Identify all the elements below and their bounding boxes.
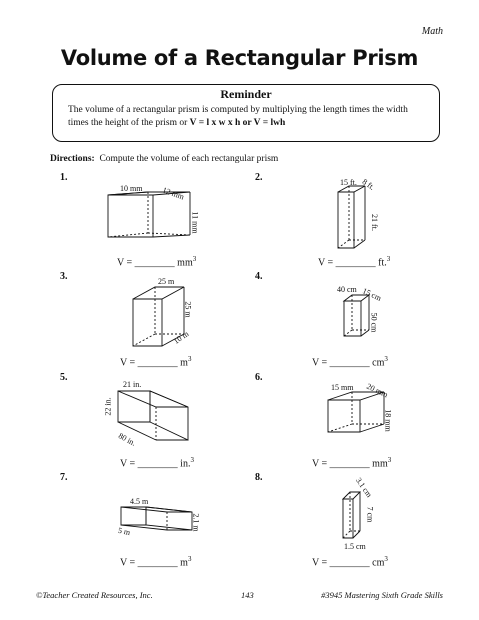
problem-1-exponent: 3	[192, 255, 197, 263]
problem-4-exponent: 3	[384, 355, 388, 363]
problem-3-label-length: 25 m	[158, 277, 175, 286]
directions-text: Compute the volume of each rectangular prism	[99, 154, 279, 164]
directions-label: Directions:	[50, 154, 95, 164]
problem-2-number: 2.	[255, 172, 263, 183]
problem-7-label-width: 5 m	[117, 525, 132, 538]
footer-copyright: ©Teacher Created Resources, Inc.	[36, 590, 153, 600]
subject-label: Math	[421, 26, 443, 37]
problem-8-label-length: 1.5 cm	[344, 542, 366, 551]
problem-3-number: 3.	[60, 271, 68, 282]
problem-8-exponent: 3	[384, 555, 388, 563]
problem-6-label-width: 20 mm	[365, 381, 390, 400]
problem-1-label-width: 12 mm	[161, 185, 186, 202]
problem-5-exponent: 3	[190, 456, 194, 464]
problem-6-number: 6.	[255, 372, 263, 383]
problem-4-label-height: 50 cm	[369, 312, 379, 333]
problem-8-number: 8.	[255, 472, 263, 483]
problem-8-label-height: 7 cm	[365, 506, 375, 523]
problem-7-label-height: 2.1 m	[191, 513, 201, 532]
problem-2-label-length: 15 ft.	[340, 178, 357, 187]
problem-3-label-height: 25 m	[183, 301, 193, 318]
problem-3-label-width: 10 m	[171, 329, 191, 346]
problem-3-answer-text: V = ________ m	[120, 357, 188, 369]
problem-8-answer	[312, 555, 388, 568]
problem-2-answer-text: V = ________ ft.	[318, 257, 387, 269]
problem-1-number: 1.	[60, 172, 68, 183]
problem-5-label-height: 22 in.	[103, 397, 113, 416]
problem-1-answer-text: V = ________ mm	[117, 257, 193, 269]
problem-8-label-width: 3.1 cm	[353, 475, 374, 500]
problem-5-label-width: 80 in.	[116, 431, 138, 448]
problem-5-number: 5.	[60, 372, 68, 383]
problem-7-answer-text: V = ________ m	[120, 557, 188, 569]
problem-2-exponent: 3	[386, 255, 391, 263]
problem-6-answer-text: V = ________ mm	[312, 458, 388, 470]
problem-1-label-height: 11 mm	[190, 211, 200, 234]
problem-5-label-length: 21 in.	[123, 380, 142, 389]
problem-7-number: 7.	[60, 472, 68, 483]
problem-3-exponent: 3	[187, 355, 192, 363]
problem-2-label-width: 8 ft.	[360, 177, 377, 192]
problem-6-label-height: 18 mm	[383, 409, 393, 432]
problem-7-label-length: 4.5 m	[130, 497, 149, 506]
problem-6-exponent: 3	[387, 456, 392, 464]
problem-2-label-height: 21 ft.	[369, 214, 379, 231]
footer-page-number: 143	[241, 590, 254, 600]
problem-5-answer-text: V = ________ in.	[120, 458, 191, 470]
reminder-body: The volume of a rectangular prism is computed by multiplying the length times the width times the height of the prism or	[68, 105, 408, 128]
page-title: Volume of a Rectangular Prism	[60, 46, 419, 70]
reminder-heading: Reminder	[220, 87, 272, 101]
problem-1-label-length: 10 mm	[120, 184, 143, 193]
problem-8-answer-text: V = ________ cm	[312, 557, 385, 569]
problem-4-label-width: 15 cm	[361, 286, 383, 303]
footer-book-title: #3945 Mastering Sixth Grade Skills	[321, 590, 443, 600]
problem-6-label-length: 15 mm	[331, 383, 354, 392]
problem-4-label-length: 40 cm	[337, 285, 357, 294]
problem-7-exponent: 3	[187, 555, 192, 563]
reminder-formula: V = l x w x h or V = lwh	[189, 118, 286, 128]
problem-4-number: 4.	[255, 271, 263, 282]
problem-4-answer-text: V = ________ cm	[312, 357, 385, 369]
